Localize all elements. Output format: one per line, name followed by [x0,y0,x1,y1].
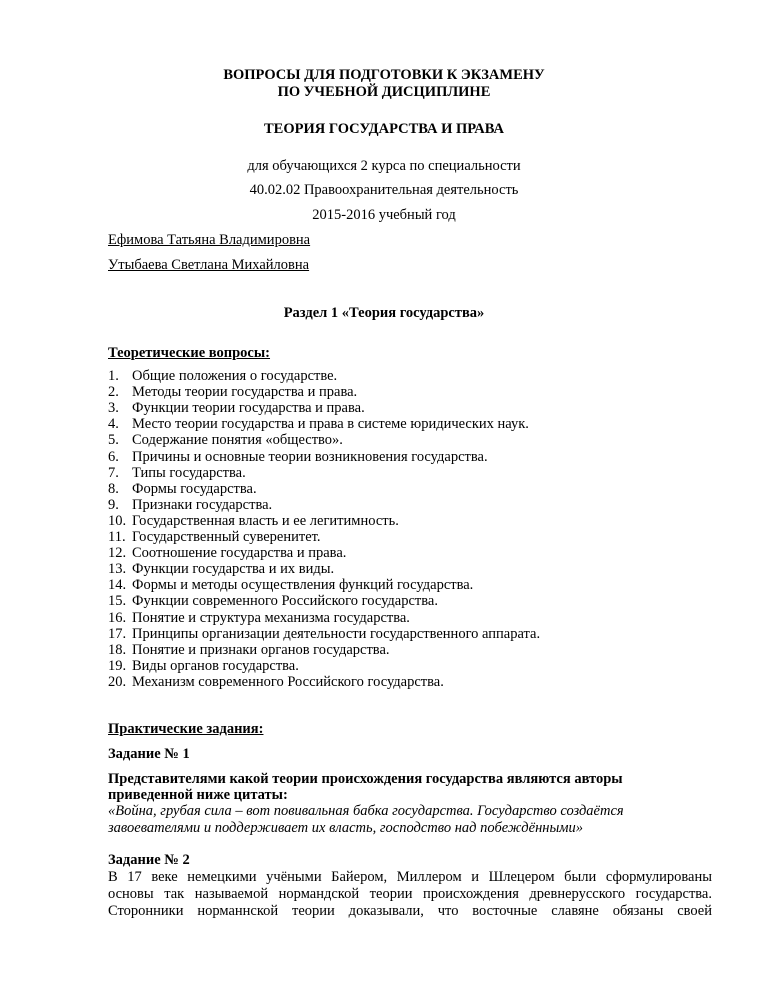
theory-question-item [108,577,473,594]
task-2-title: Задание № 2 [108,852,190,868]
theory-question-item [108,481,257,498]
title-line-1: ВОПРОСЫ ДЛЯ ПОДГОТОВКИ К ЭКЗАМЕНУ [223,67,545,83]
theory-question-item [108,626,540,643]
question-text: Виды органов государства. [132,657,299,674]
question-text: Понятие и структура механизма государства. [132,609,410,626]
question-text: Государственный суверенитет. [132,529,321,545]
theory-question-item [108,449,488,466]
theory-question-item [108,497,272,514]
question-text: Понятие и признаки органов государства. [132,641,390,658]
question-text: Функции теории государства и права. [132,400,365,417]
question-number: 1. [108,368,119,384]
task-1-title: Задание № 1 [108,746,190,762]
question-text: Механизм современного Российского государства. [132,673,444,690]
question-number: 2. [108,384,119,401]
theory-question-item [108,642,390,659]
theory-question-item [108,674,444,691]
question-text: Функции государства и их виды. [132,561,335,578]
question-text: Общие положения о государстве. [132,368,338,384]
question-text: Функции современного Российского государства. [132,593,438,610]
audience-line: для обучающихся 2 курса по специальности [247,158,521,174]
question-number: 8. [108,480,119,497]
question-text: Принципы организации деятельности государственного аппарата. [132,625,541,642]
question-text: Формы и методы осуществления функций государства. [132,577,474,594]
academic-year: 2015-2016 учебный год [312,207,456,223]
question-text: Государственная власть и ее легитимность. [132,512,399,529]
question-number: 9. [108,496,119,513]
question-number: 13. [108,561,127,578]
question-text: Методы теории государства и права. [132,384,358,401]
theory-question-item [108,513,399,530]
theory-question-item [108,658,299,675]
theory-question-item [108,384,357,401]
question-number: 19. [108,657,127,674]
question-number: 10. [108,512,127,529]
task-1-question-line-2: приведенной ниже цитаты: [108,787,288,803]
section-title: Раздел 1 «Теория государства» [283,305,485,321]
task-2-text-line-2: основы так называемой нормандской теории происхождения древнерусского государства. [108,886,712,902]
question-number: 18. [108,641,127,658]
theory-question-item [108,545,346,562]
question-number: 3. [108,400,119,417]
question-text: Признаки государства. [132,496,273,513]
task-1-quote-line-2: завоевателями и поддерживает их власть, господство над побеждёнными» [108,820,584,836]
question-number: 7. [108,464,119,481]
theory-heading: Теоретические вопросы: [108,345,271,361]
question-number: 12. [108,545,127,562]
theory-question-item [108,465,246,482]
theory-question-item [108,368,337,385]
specialty-line: 40.02.02 Правоохранительная деятельность [249,182,519,198]
question-number: 14. [108,577,127,594]
question-number: 5. [108,432,119,449]
question-text: Типы государства. [132,464,246,481]
question-number: 4. [108,416,119,433]
subject-title: ТЕОРИЯ ГОСУДАРСТВА И ПРАВА [264,121,504,137]
question-number: 16. [108,609,127,626]
task-2-text-line-3: Сторонники норманнской теории доказывали, что восточные славяне обязаны своей [108,903,712,919]
question-text: Место теории государства и права в системе юридических наук. [132,416,529,433]
task-2-text-line-1: В 17 веке немецкими учёными Байером, Миллером и Шлецером были сформулированы [108,869,712,885]
title-line-2: ПО УЧЕБНОЙ ДИСЦИПЛИНЕ [277,84,491,100]
question-number: 20. [108,673,127,690]
task-1-question-line-1: Представителями какой теории происхождения государства являются авторы [108,771,623,787]
question-text: Содержание понятия «общество». [132,432,343,449]
theory-question-item [108,432,343,449]
theory-question-item [108,400,365,417]
question-number: 17. [108,625,127,642]
question-number: 15. [108,593,127,610]
practice-heading: Практические задания: [108,721,264,737]
theory-question-item [108,610,410,627]
author-2: Утыбаева Светлана Михайловна [108,257,310,273]
question-number: 11. [108,529,126,545]
theory-question-item [108,529,321,546]
theory-question-item [108,416,529,433]
question-text: Соотношение государства и права. [132,545,347,562]
task-1-quote-line-1: «Война, грубая сила – вот повивальная бабка государства. Государство создаётся [108,803,624,819]
question-text: Формы государства. [132,480,257,497]
theory-question-item [108,593,438,610]
question-text: Причины и основные теории возникновения государства. [132,448,488,465]
theory-question-item [108,561,334,578]
question-number: 6. [108,448,119,465]
author-1: Ефимова Татьяна Владимировна [108,232,311,248]
